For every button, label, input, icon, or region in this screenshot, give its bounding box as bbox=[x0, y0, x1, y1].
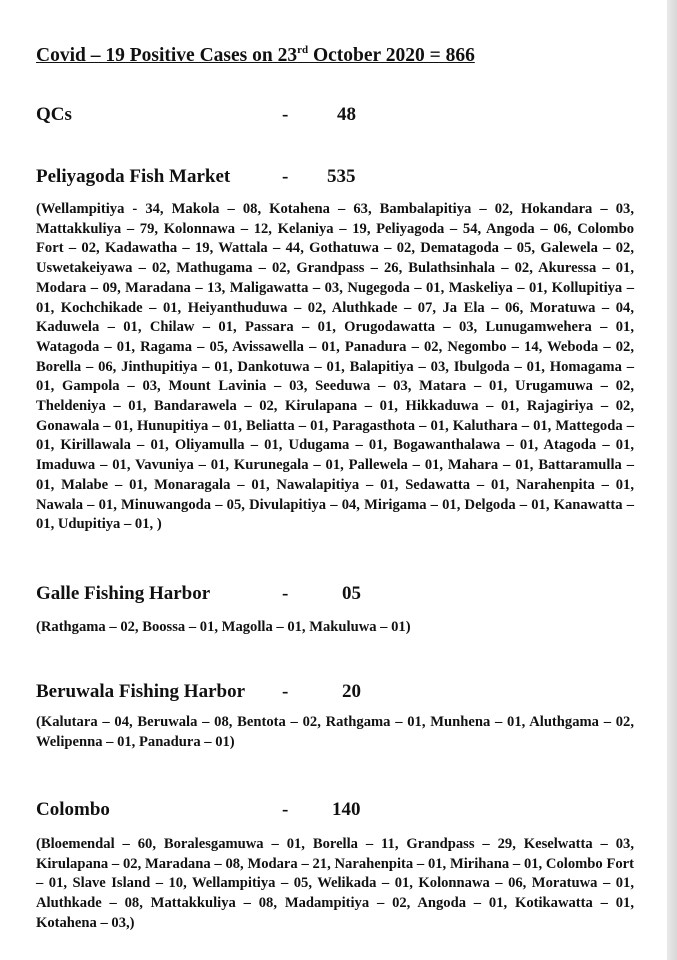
section-dash-beruwala: - bbox=[282, 681, 289, 702]
section-count-galle: 05 bbox=[342, 583, 361, 604]
page-edge-shadow bbox=[667, 0, 677, 960]
section-details-galle: (Rathgama – 02, Boossa – 01, Magolla – 01, Makuluwa – 01) bbox=[36, 619, 411, 635]
section-dash-galle: - bbox=[282, 583, 289, 604]
section-count-beruwala: 20 bbox=[342, 681, 361, 702]
section-heading-peliyagoda: Peliyagoda Fish Market bbox=[36, 166, 231, 187]
section-dash-colombo: - bbox=[282, 799, 289, 820]
section-count-colombo: 140 bbox=[332, 799, 361, 820]
section-dash-qcs: - bbox=[282, 104, 289, 125]
section-count-peliyagoda: 535 bbox=[327, 166, 356, 187]
title-text: Covid – 19 Positive Cases on 23 bbox=[36, 45, 298, 66]
section-heading-qcs: QCs bbox=[36, 104, 72, 125]
section-details-beruwala: (Kalutara – 04, Beruwala – 08, Bentota – 02, Rathgama – 01, Munhena – 01, Aluthgama – 02, Welipenna – 01, Panadura – 01) bbox=[36, 714, 634, 750]
title-total: October 2020 = 866 bbox=[308, 45, 475, 66]
section-count-qcs: 48 bbox=[337, 104, 356, 125]
section-dash-peliyagoda: - bbox=[282, 166, 289, 187]
page-title bbox=[36, 44, 475, 67]
title-superscript: rd bbox=[297, 44, 309, 56]
section-details-peliyagoda: (Wellampitiya - 34, Makola – 08, Kotahena – 63, Bambalapitiya – 02, Hokandara – 03, Mattakkuliya – 79, Kolonnawa – 12, Kelaniya – 19, Peliyagoda – 54, Angoda – 06, Colombo Fort – 02, Kadawatha – 19, Wattala – 44, Gothatuwa – 02, Dematagoda – 05, Galewela – 02, Uswetakeiyawa – 02, Mathugama – 02, Grandpass – 26, Bulathsinhala – 02, Akuressa – 01, Modara – 09, Maradana – 13, Maligawatta – 03, Nugegoda – 01, Maskeliya – 01, Kollupitiya – 01, Kochchikade – 01, Heiyanthuduwa – 02, Aluthkade – 07, Ja Ela – 06, Moratuwa – 04, Kaduwela – 01, Chilaw – 01, Passara – 01, Orugodawatta – 03, Lunugamwehera – 01, Watagoda – 01, Ragama – 05, Avissawella – 01, Panadura – 02, Negombo – 14, Weboda – 02, Borella – 06, Jinthupitiya – 01, Dankotuwa – 01, Balapitiya – 03, Ibulgoda – 01, Homagama – 01, Gampola – 03, Mount Lavinia – 03, Seeduwa – 03, Matara – 01, Urugamuwa – 02, Theldeniya – 01, Bandarawela – 02, Kirulapana – 01, Hikkaduwa – 01, Rajagiriya – 02, Gonawala – 01, Hunupitiya – 01, Beliatta – 01, Paragasthota – 01, Kaluthara – 01, Mattegoda – 01, Kirillawala – 01, Oliyamulla – 01, Udugama – 01, Bogawanthalawa – 01, Atagoda – 01, Imaduwa – 01, Vavuniya – 01, Kurunegala – 01, Pallewela – 01, Mahara – 01, Battaramulla – 01, Malabe – 01, Monaragala – 01, Nawalapitiya – 01, Sedawatta – 01, Narahenpita – 01, Nawala – 01, Minuwangoda – 05, Divulapitiya – 04, Mirigama – 01, Delgoda – 01, Kanawatta – 01, Udupitiya – 01, ) bbox=[36, 201, 634, 533]
section-heading-colombo: Colombo bbox=[36, 799, 110, 820]
section-details-colombo: (Bloemendal – 60, Boralesgamuwa – 01, Borella – 11, Grandpass – 29, Keselwatta – 03, Kirulapana – 02, Maradana – 08, Modara – 21, Narahenpita – 01, Mirihana – 01, Colombo Fort – 01, Slave Island – 10, Wellampitiya – 05, Welikada – 01, Kolonnawa – 06, Moratuwa – 01, Aluthkade – 08, Mattakkuliya – 08, Madampitiya – 02, Angoda – 01, Kotikawatta – 01, Kotahena – 03,) bbox=[36, 836, 634, 931]
section-heading-beruwala: Beruwala Fishing Harbor bbox=[36, 681, 246, 702]
section-heading-galle: Galle Fishing Harbor bbox=[36, 583, 211, 604]
